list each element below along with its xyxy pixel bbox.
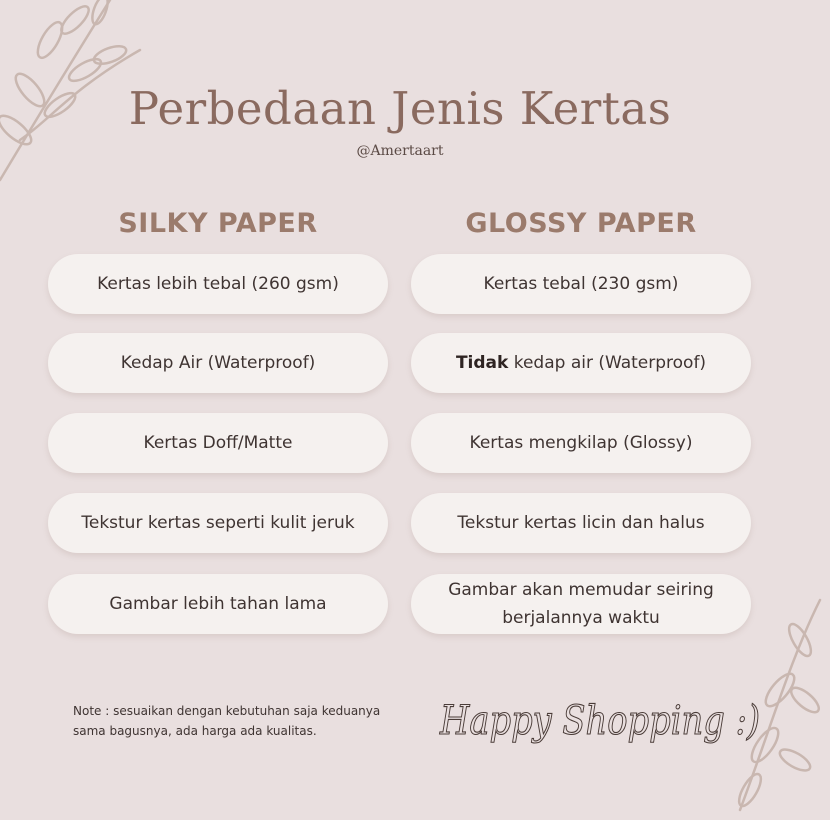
glossy-item-2-emphasis: Tidak — [455, 353, 509, 373]
page-title: Perbedaan Jenis Kertas — [128, 82, 672, 135]
silky-item-2: Kedap Air (Waterproof) — [48, 333, 388, 393]
silky-paper-heading: SILKY PAPER — [118, 208, 318, 239]
glossy-item-5: Gambar akan memudar seiring berjalannya waktu — [411, 574, 751, 634]
silky-item-1: Kertas lebih tebal (260 gsm) — [48, 254, 388, 314]
happy-shopping-text: Happy Shopping :) — [439, 698, 760, 744]
footnote: Note : sesuaikan dengan kebutuhan saja keduanya sama bagusnya, ada harga ada kualitas. — [73, 704, 381, 738]
glossy-item-4: Tekstur kertas licin dan halus — [411, 493, 751, 553]
glossy-item-3: Kertas mengkilap (Glossy) — [411, 413, 751, 473]
author-handle: @Amertaart — [356, 143, 444, 159]
glossy-item-2 — [411, 333, 751, 393]
silky-item-4: Tekstur kertas seperti kulit jeruk — [48, 493, 388, 553]
silky-paper-column — [48, 205, 388, 614]
silky-item-3: Kertas Doff/Matte — [48, 413, 388, 473]
glossy-item-1: Kertas tebal (230 gsm) — [411, 254, 751, 314]
glossy-item-2-text: kedap air (Waterproof) — [508, 353, 707, 373]
glossy-paper-heading: GLOSSY PAPER — [465, 208, 697, 239]
glossy-paper-column — [411, 205, 751, 628]
silky-item-5: Gambar lebih tahan lama — [48, 574, 388, 634]
happy-shopping-signature — [438, 682, 768, 762]
